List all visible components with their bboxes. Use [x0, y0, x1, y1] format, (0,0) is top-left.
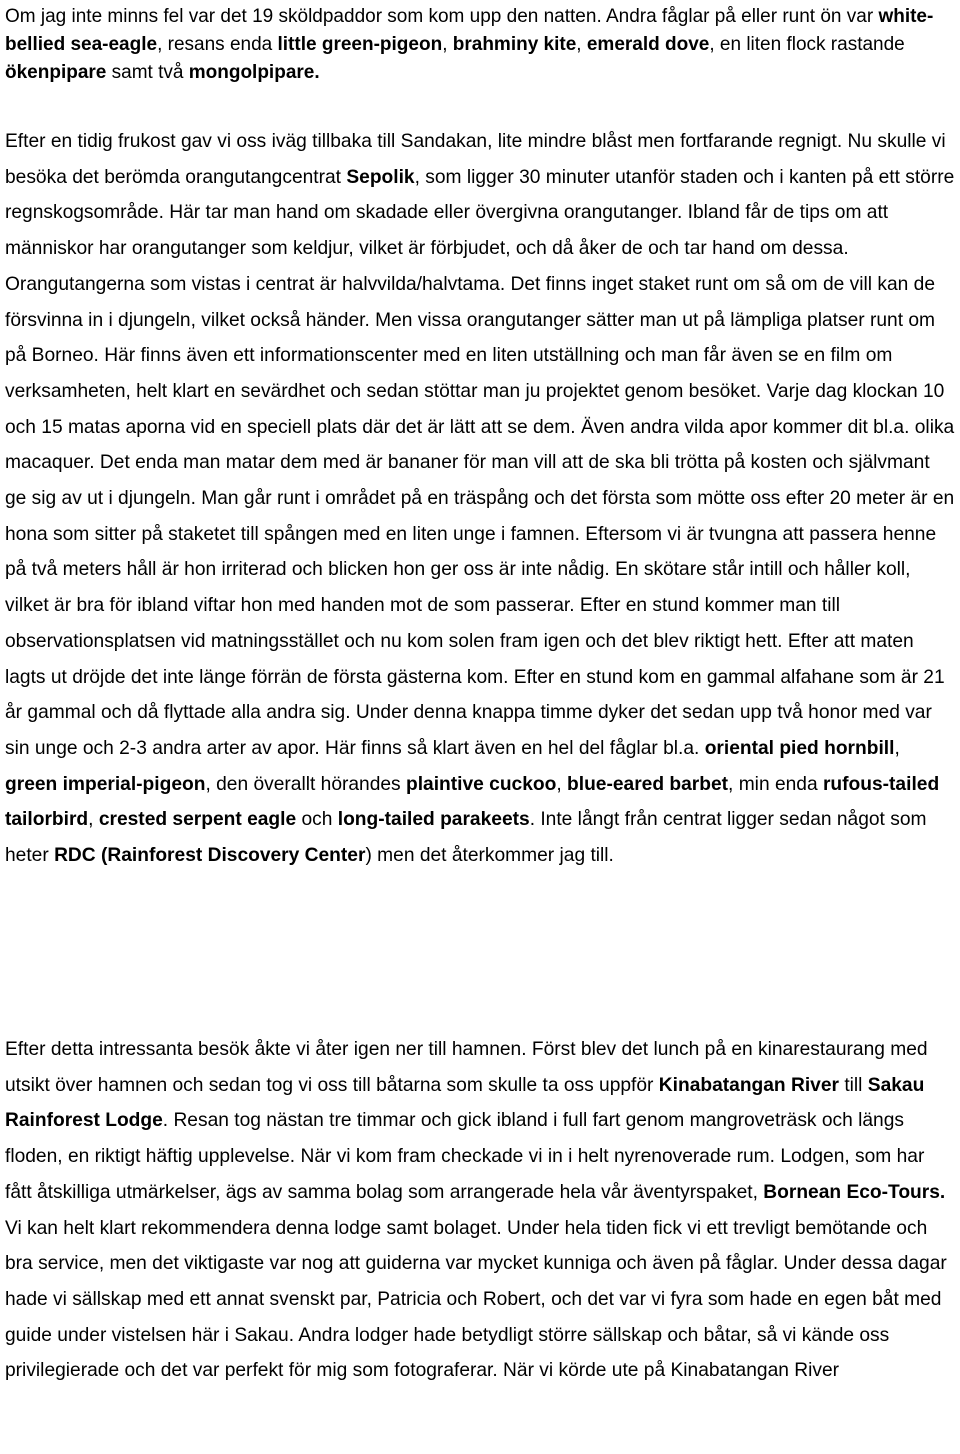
- place-name: Sakau Rainforest Lodge: [5, 1074, 925, 1132]
- text-run: , som ligger 30 minuter utanför staden och i kanten på ett större regnskogsområde. Här tar man hand om skadade eller övergivna orangutanger. Ibland får de tips om att människor har orangutanger som keldjur, vilket är förbjudet, och då åker de och tar hand om dessa. Orangutangerna som vistas i centrat är halvvilda/halvtama. Det finns inget staket runt om så om de vill kan de försvinna in i djungeln, vilket också händer. Men vissa orangutanger sätter man ut på lämpliga platser runt om på Borneo. Här finns även ett informationscenter med en liten utställning och man får även se en film om verksamheten, helt klart en sevärdhet och sedan stöttar man ju projektet genom besöket. Varje dag klockan 10 och 15 matas aporna vid en speciell plats där det är lätt att se dem. Även andra vilda apor kommer dit bl.a. olika macaquer. Det enda man matar dem med är bananer för man vill att de ska bli trötta på kosten och självmant ge sig av ut i djungeln. Man går runt i området på en träspång och det första som mötte oss efter 20 meter är en hona som sitter på staketet till spången med en liten unge i famnen. Eftersom vi är tvungna att passera henne på två meters håll är hon irriterad och blicken hon ger oss är inte nådig. En skötare står intill och håller koll, vilket är bra för ibland viftar hon med handen mot de som passerar. Efter en stund kommer man till observationsplatsen vid matningsstället och nu kom solen fram igen och det blev riktigt hett. Efter att maten lagts ut dröjde det inte länge förrän de första gästerna kom. Efter en stund kom en gammal alfahane som är 21 år gammal och då flyttade alla andra sig. Under denna knappa timme dyker det sedan upp två honor med var sin unge och 2-3 andra arter av apor. Här finns så klart även en hel del fåglar bl.a.: [5, 166, 955, 759]
- bird-name: long-tailed parakeets: [337, 809, 530, 831]
- bird-name: emerald dove: [586, 34, 710, 56]
- paragraph-1: [5, 3, 955, 88]
- paragraph-3: [5, 1032, 955, 1389]
- bird-name: little green-pigeon: [277, 34, 443, 56]
- text-run: Efter detta intressanta besök åkte vi åter igen ner till hamnen. Först blev det lunch på en kinarestaurang med utsikt över hamnen och sedan tog vi oss till båtarna som skulle ta oss uppför: [5, 1039, 928, 1096]
- place-name: Sepolik: [346, 166, 415, 188]
- text-run: Vi kan helt klart rekommendera denna lodge samt bolaget. Under hela tiden fick vi ett trevligt bemötande och bra service, men det viktigaste var nog att guiderna var mycket kunniga och även på fåglar. Under dessa dagar hade vi sällskap med ett annat svenskt par, Patricia och Robert, och det var vi fyra som hade en egen båt med guide under vistelsen här i Sakau. Andra lodger hade betydligt större sällskap och båtar, så vi kände oss privilegierade och det var perfekt för mig som fotograferar. När vi körde ute på Kinabatangan River: [5, 1217, 947, 1382]
- bird-name: plaintive cuckoo: [406, 773, 557, 795]
- bird-name: blue-eared barbet: [567, 773, 729, 795]
- text-run: ,: [88, 809, 99, 831]
- text-run: ,: [442, 34, 453, 56]
- bird-name: ökenpipare: [5, 62, 107, 84]
- bird-name: crested serpent eagle: [98, 809, 297, 831]
- text-run: Efter en tidig frukost gav vi oss iväg tillbaka till Sandakan, lite mindre blåst men fortfarande regnigt. Nu skulle vi besöka det berömda orangutangcentrat: [5, 131, 946, 188]
- bird-name: mongolpipare.: [188, 62, 320, 84]
- text-run: , den överallt hörandes: [205, 773, 406, 795]
- place-name: RDC (Rainforest Discovery Center: [54, 845, 366, 867]
- company-name: Bornean Eco-Tours.: [763, 1181, 946, 1203]
- bird-name: green imperial-pigeon: [5, 773, 206, 795]
- text-run: , resans enda: [157, 34, 278, 56]
- text-run: ,: [556, 773, 568, 795]
- bird-name: rufous-tailed tailorbird: [5, 773, 940, 831]
- text-run: , en liten flock rastande: [709, 34, 905, 56]
- paragraph-2: [5, 124, 955, 874]
- place-name: Kinabatangan River: [658, 1074, 839, 1096]
- text-run: . Inte långt från centrat ligger sedan något som heter: [5, 809, 927, 867]
- bird-name: white-bellied sea-eagle: [5, 6, 934, 56]
- text-run: , min enda: [728, 773, 823, 795]
- text-run: ) men det återkommer jag till.: [365, 845, 614, 867]
- text-run: och: [296, 809, 338, 831]
- text-run: ,: [894, 737, 900, 759]
- text-run: till: [838, 1074, 868, 1096]
- text-run: samt två: [106, 62, 189, 84]
- bird-name: oriental pied hornbill: [704, 737, 895, 759]
- text-run: ,: [576, 34, 587, 56]
- text-run: Om jag inte minns fel var det 19 sköldpaddor som kom upp den natten. Andra fåglar på eller runt ön var: [5, 6, 879, 27]
- text-run: . Resan tog nästan tre timmar och gick ibland i full fart genom mangroveträsk och längs floden, en riktigt häftig upplevelse. När vi kom fram checkade vi in i helt nyrenoverade rum. Lodgen, som har fått åtskilliga utmärkelser, ägs av samma bolag som arrangerade hela vår äventyrspaket,: [5, 1110, 925, 1203]
- bird-name: brahminy kite: [452, 34, 577, 56]
